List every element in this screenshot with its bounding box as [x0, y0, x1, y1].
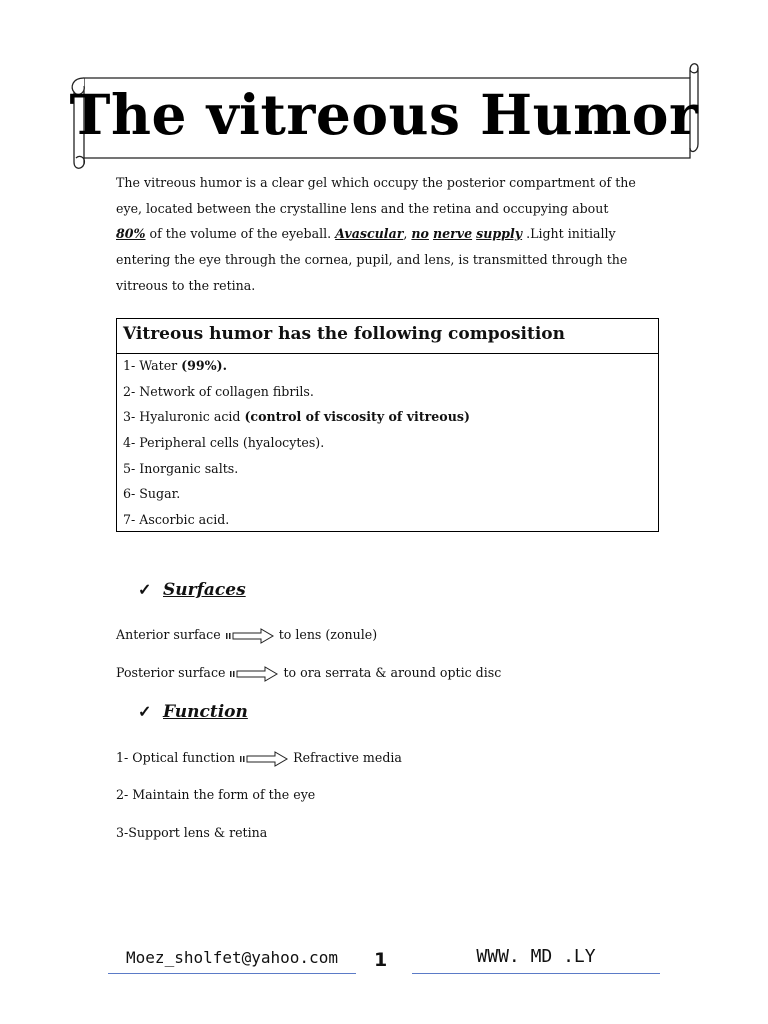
- avascular-term: Avascular: [335, 226, 404, 242]
- list-item: 7- Ascorbic acid.: [123, 512, 230, 528]
- intro-line: [116, 221, 656, 247]
- list-item: 2- Network of collagen fibrils.: [123, 383, 314, 399]
- arrow-right-icon: [239, 751, 289, 767]
- intro-text: .Light initially: [522, 226, 616, 242]
- function-item: [116, 750, 402, 767]
- intro-text: of the volume of the eyeball.: [145, 226, 336, 242]
- intro-paragraph: [116, 170, 656, 299]
- posterior-surface-line: [116, 665, 501, 682]
- composition-list: [117, 353, 658, 533]
- posterior-target: to ora serrata & around optic disc: [283, 665, 502, 680]
- anterior-label: Anterior surface: [116, 627, 221, 642]
- percent-value: 80%: [116, 226, 146, 242]
- list-item: 5- Inorganic salts.: [123, 460, 239, 476]
- checkmark-icon: ✓: [138, 580, 152, 599]
- anterior-surface-line: [116, 627, 377, 644]
- composition-table: [116, 318, 659, 532]
- intro-line: The vitreous humor is a clear gel which occupy the posterior compartment of the: [116, 175, 636, 190]
- list-item: 6- Sugar.: [123, 486, 181, 502]
- intro-text: ,: [403, 226, 412, 242]
- list-item: 3- Hyaluronic acid (control of viscosity of vitreous): [123, 409, 470, 425]
- no-term: no: [411, 226, 429, 242]
- list-item: 4- Peripheral cells (hyalocytes).: [123, 435, 325, 451]
- intro-line: vitreous to the retina.: [116, 277, 256, 293]
- footer-email: Moez_sholfet@yahoo.com: [108, 948, 356, 974]
- checkmark-icon: ✓: [138, 702, 152, 721]
- function-heading: Function: [163, 702, 248, 722]
- surfaces-heading: Surfaces: [163, 580, 246, 600]
- arrow-right-icon: [229, 666, 279, 682]
- supply-term: supply: [476, 226, 523, 242]
- intro-line: eye, located between the crystalline lens and the retina and occupying about: [116, 200, 609, 216]
- page-title: The vitreous Humor: [69, 82, 699, 147]
- nerve-term: nerve: [432, 226, 473, 242]
- posterior-label: Posterior surface: [116, 665, 226, 680]
- composition-heading: Vitreous humor has the following composition: [117, 319, 658, 354]
- arrow-right-icon: [225, 628, 275, 644]
- function-item: 3-Support lens & retina: [116, 825, 268, 840]
- function-item-target: Refractive media: [293, 750, 402, 765]
- anterior-target: to lens (zonule): [278, 627, 378, 642]
- list-item: 1- Water (99%).: [123, 358, 227, 373]
- footer-website: WWW. MD .LY: [412, 946, 660, 974]
- intro-line: entering the eye through the cornea, pupil, and lens, is transmitted through the: [116, 252, 628, 268]
- page-number: 1: [374, 949, 388, 971]
- function-item: 2- Maintain the form of the eye: [116, 787, 316, 802]
- function-item-label: 1- Optical function: [116, 750, 236, 765]
